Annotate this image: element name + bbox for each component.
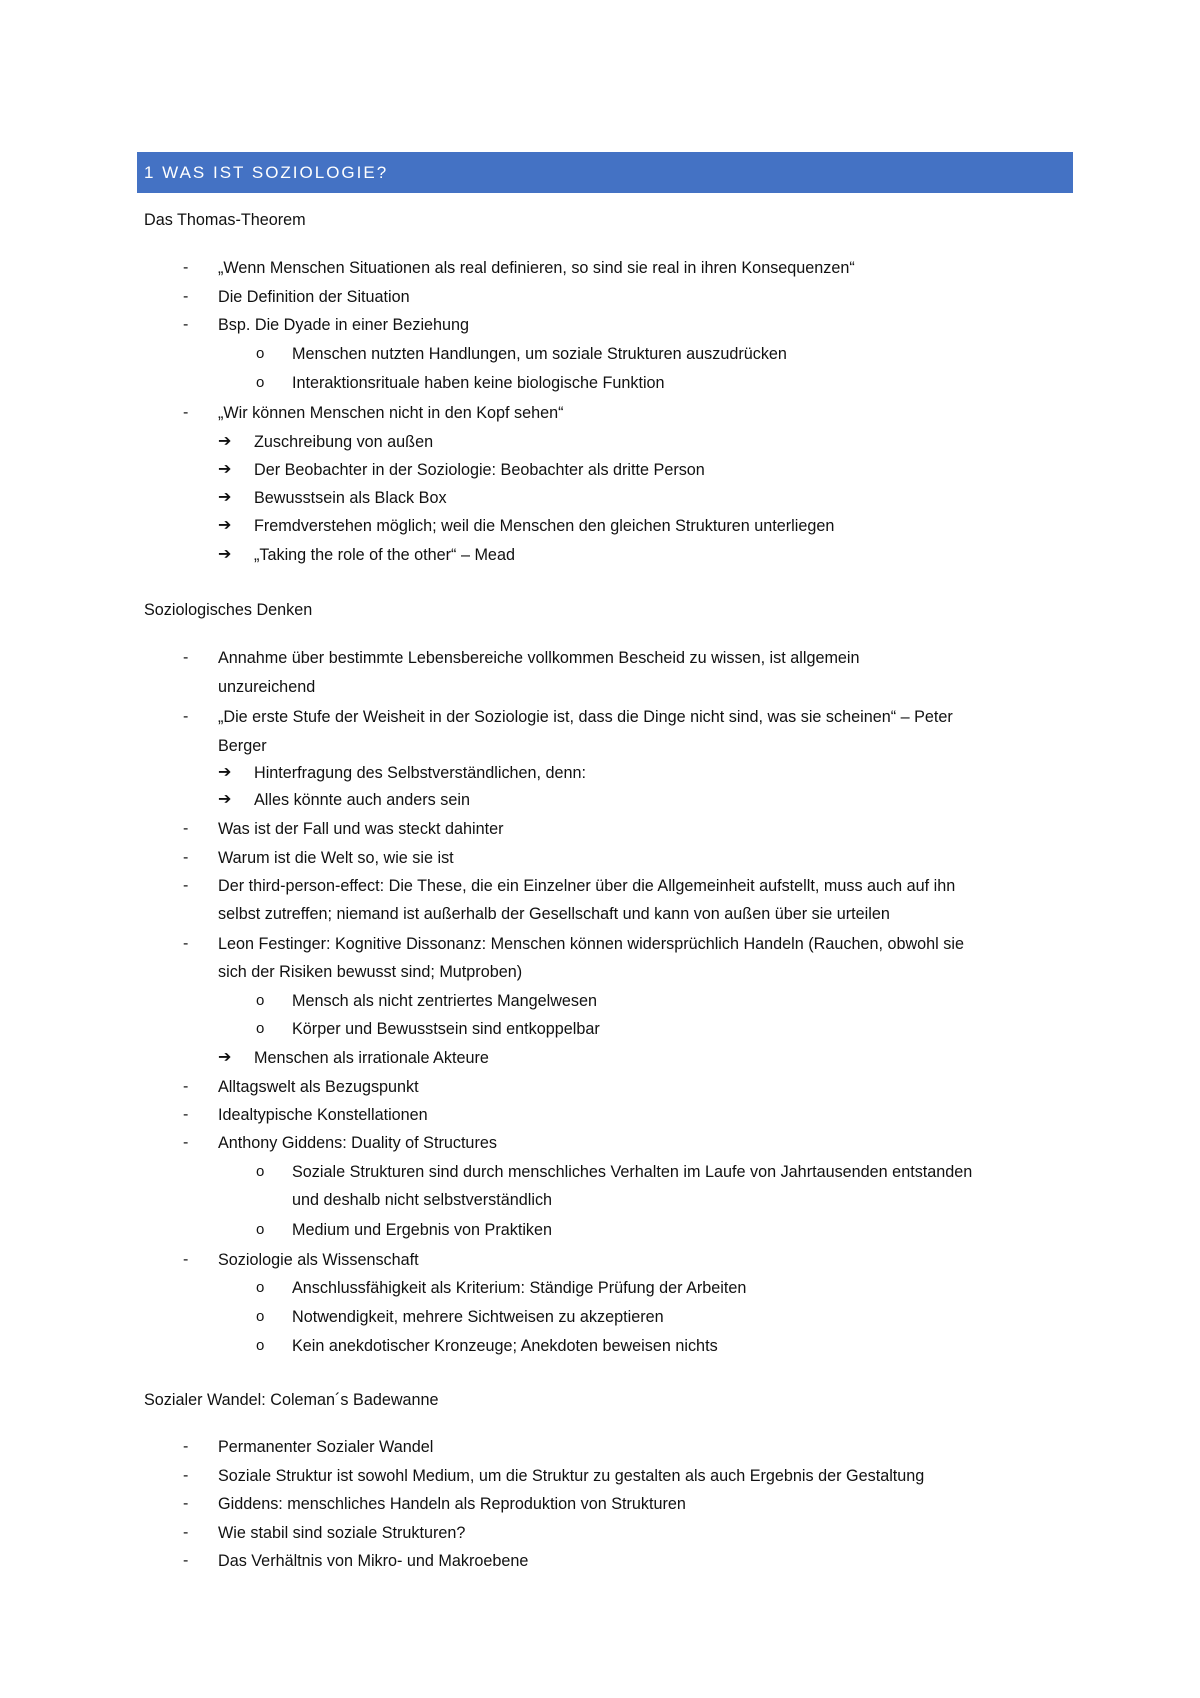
dash-bullet: - bbox=[183, 1495, 189, 1512]
list-item: Notwendigkeit, mehrere Sichtweisen zu akzeptieren bbox=[292, 1308, 664, 1326]
dash-bullet: - bbox=[183, 649, 189, 666]
list-item: selbst zutreffen; niemand ist außerhalb der Gesellschaft und kann von außen über sie urteilen bbox=[218, 905, 890, 923]
dash-bullet: - bbox=[183, 1467, 189, 1484]
list-item: Wie stabil sind soziale Strukturen? bbox=[218, 1524, 466, 1542]
list-item: „Wir können Menschen nicht in den Kopf sehen“ bbox=[218, 404, 564, 422]
section-title: Sozialer Wandel: Coleman´s Badewanne bbox=[144, 1391, 439, 1409]
circle-bullet: o bbox=[256, 1279, 265, 1296]
list-item: Menschen nutzten Handlungen, um soziale Strukturen auszudrücken bbox=[292, 345, 787, 363]
list-item: Idealtypische Konstellationen bbox=[218, 1106, 428, 1124]
list-item: Mensch als nicht zentriertes Mangelwesen bbox=[292, 992, 598, 1010]
list-item: Annahme über bestimmte Lebensbereiche vollkommen Bescheid zu wissen, ist allgemein bbox=[218, 649, 860, 667]
list-item: Alltagswelt als Bezugspunkt bbox=[218, 1078, 419, 1096]
circle-bullet: o bbox=[256, 1308, 265, 1325]
list-item: Warum ist die Welt so, wie sie ist bbox=[218, 849, 454, 867]
arrow-icon: ➔ bbox=[218, 433, 232, 450]
list-item: Fremdverstehen möglich; weil die Menschen den gleichen Strukturen unterliegen bbox=[254, 517, 835, 535]
list-item: und deshalb nicht selbstverständlich bbox=[292, 1191, 553, 1209]
list-item: Zuschreibung von außen bbox=[254, 433, 434, 451]
dash-bullet: - bbox=[183, 1134, 189, 1151]
list-item: „Taking the role of the other“ – Mead bbox=[254, 546, 515, 564]
arrow-icon: ➔ bbox=[218, 791, 232, 808]
list-item: Kein anekdotischer Kronzeuge; Anekdoten beweisen nichts bbox=[292, 1337, 718, 1355]
circle-bullet: o bbox=[256, 1221, 265, 1238]
circle-bullet: o bbox=[256, 345, 265, 362]
list-item: Körper und Bewusstsein sind entkoppelbar bbox=[292, 1020, 600, 1038]
list-item: Bsp. Die Dyade in einer Beziehung bbox=[218, 316, 470, 334]
chapter-heading bbox=[137, 152, 1073, 193]
dash-bullet: - bbox=[183, 935, 189, 952]
dash-bullet: - bbox=[183, 1251, 189, 1268]
list-item: unzureichend bbox=[218, 678, 316, 696]
dash-bullet: - bbox=[183, 404, 189, 421]
list-item: Permanenter Sozialer Wandel bbox=[218, 1438, 434, 1456]
list-item: Anschlussfähigkeit als Kriterium: Ständige Prüfung der Arbeiten bbox=[292, 1279, 747, 1297]
list-item: „Wenn Menschen Situationen als real definieren, so sind sie real in ihren Konsequenzen“ bbox=[218, 259, 855, 277]
list-item: Medium und Ergebnis von Praktiken bbox=[292, 1221, 553, 1239]
dash-bullet: - bbox=[183, 1524, 189, 1541]
list-item: Interaktionsrituale haben keine biologische Funktion bbox=[292, 374, 665, 392]
list-item: „Die erste Stufe der Weisheit in der Soziologie ist, dass die Dinge nicht sind, was sie scheinen“ – Peter bbox=[218, 708, 953, 726]
dash-bullet: - bbox=[183, 259, 189, 276]
arrow-icon: ➔ bbox=[218, 489, 232, 506]
list-item: Soziologie als Wissenschaft bbox=[218, 1251, 419, 1269]
dash-bullet: - bbox=[183, 708, 189, 725]
circle-bullet: o bbox=[256, 1163, 265, 1180]
list-item: Was ist der Fall und was steckt dahinter bbox=[218, 820, 504, 838]
section-title: Soziologisches Denken bbox=[144, 601, 313, 619]
list-item: Soziale Strukturen sind durch menschliches Verhalten im Laufe von Jahrtausenden entstanden bbox=[292, 1163, 973, 1181]
list-item: Der Beobachter in der Soziologie: Beobachter als dritte Person bbox=[254, 461, 705, 479]
arrow-icon: ➔ bbox=[218, 764, 232, 781]
dash-bullet: - bbox=[183, 288, 189, 305]
list-item: Berger bbox=[218, 737, 267, 755]
arrow-icon: ➔ bbox=[218, 546, 232, 563]
list-item: Soziale Struktur ist sowohl Medium, um die Struktur zu gestalten als auch Ergebnis der Gestaltung bbox=[218, 1467, 925, 1485]
arrow-icon: ➔ bbox=[218, 461, 232, 478]
list-item: sich der Risiken bewusst sind; Mutproben) bbox=[218, 963, 523, 981]
list-item: Alles könnte auch anders sein bbox=[254, 791, 470, 809]
list-item: Bewusstsein als Black Box bbox=[254, 489, 447, 507]
list-item: Leon Festinger: Kognitive Dissonanz: Menschen können widersprüchlich Handeln (Rauchen, obwohl sie bbox=[218, 935, 964, 953]
chapter-heading-text: 1 WAS IST SOZIOLOGIE? bbox=[144, 162, 389, 182]
list-item: Menschen als irrationale Akteure bbox=[254, 1049, 489, 1067]
list-item: Giddens: menschliches Handeln als Reproduktion von Strukturen bbox=[218, 1495, 686, 1513]
list-item: Anthony Giddens: Duality of Structures bbox=[218, 1134, 497, 1152]
dash-bullet: - bbox=[183, 820, 189, 837]
circle-bullet: o bbox=[256, 992, 265, 1009]
dash-bullet: - bbox=[183, 1078, 189, 1095]
circle-bullet: o bbox=[256, 1337, 265, 1354]
list-item: Hinterfragung des Selbstverständlichen, denn: bbox=[254, 764, 587, 782]
dash-bullet: - bbox=[183, 316, 189, 333]
list-item: Der third-person-effect: Die These, die ein Einzelner über die Allgemeinheit aufstellt, muss auch auf ihn bbox=[218, 877, 956, 895]
list-item: Das Verhältnis von Mikro- und Makroebene bbox=[218, 1552, 529, 1570]
arrow-icon: ➔ bbox=[218, 1049, 232, 1066]
circle-bullet: o bbox=[256, 1020, 265, 1037]
dash-bullet: - bbox=[183, 1106, 189, 1123]
dash-bullet: - bbox=[183, 849, 189, 866]
dash-bullet: - bbox=[183, 1438, 189, 1455]
circle-bullet: o bbox=[256, 374, 265, 391]
arrow-icon: ➔ bbox=[218, 517, 232, 534]
dash-bullet: - bbox=[183, 877, 189, 894]
section-title: Das Thomas-Theorem bbox=[144, 211, 306, 229]
dash-bullet: - bbox=[183, 1552, 189, 1569]
list-item: Die Definition der Situation bbox=[218, 288, 410, 306]
